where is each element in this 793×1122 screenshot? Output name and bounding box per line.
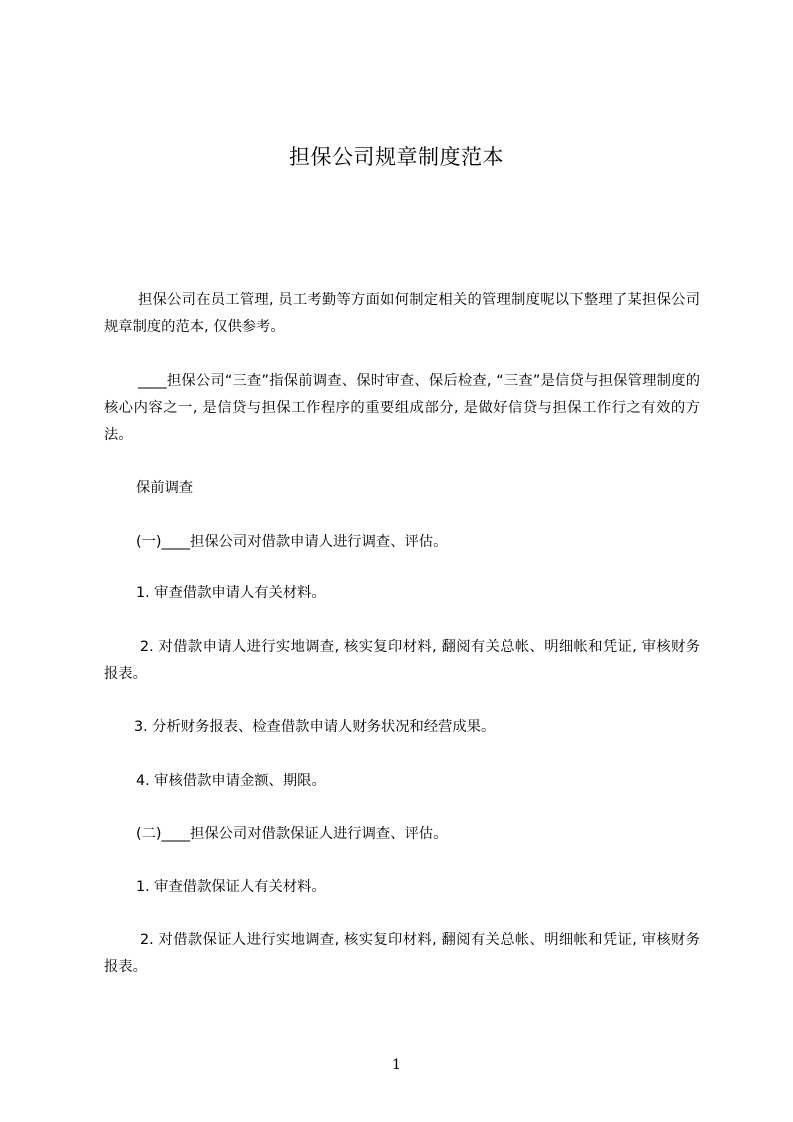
subsection-2-heading: (二)____担保公司对借款保证人进行调查、评估。 <box>136 826 448 842</box>
subsection-1-item-3: 3. 分析财务报表、检查借款申请人财务状况和经营成果。 <box>134 719 496 735</box>
three-checks-paragraph: ____担保公司“三查”指保前调查、保时审查、保后检查, “三查”是信贷与担保管理制度的核心内容之一, 是信贷与担保工作程序的重要组成部分, 是做好信贷与担保工作行之有效的方法。 <box>104 373 700 443</box>
section-heading: 保前调查 <box>136 480 194 496</box>
subsection-1-heading: (一)____担保公司对借款申请人进行调查、评估。 <box>136 534 448 550</box>
subsection-1-item-4: 4. 审核借款申请金额、期限。 <box>136 773 326 789</box>
subsection-1-item-1: 1. 审查借款申请人有关材料。 <box>136 585 326 601</box>
document-title: 担保公司规章制度范本 <box>289 145 504 169</box>
subsection-2-item-2: 2. 对借款保证人进行实地调查, 核实复印材料, 翻阅有关总帐、明细帐和凭证, 审核财务报表。 <box>104 932 700 975</box>
page-number: 1 <box>392 1057 401 1073</box>
subsection-2-item-1: 1. 审查借款保证人有关材料。 <box>136 879 326 895</box>
intro-paragraph: 担保公司在员工管理, 员工考勤等方面如何制定相关的管理制度呢以下整理了某担保公司规章制度的范本, 仅供参考。 <box>104 292 700 335</box>
subsection-1-item-2: 2. 对借款申请人进行实地调查, 核实复印材料, 翻阅有关总帐、明细帐和凭证, 审核财务报表。 <box>104 639 700 682</box>
